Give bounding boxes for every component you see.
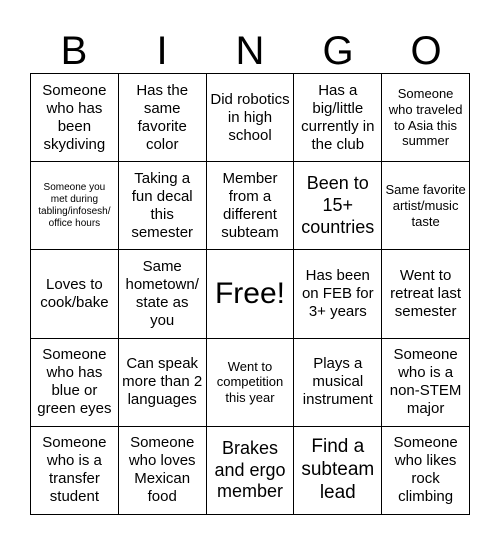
cell-text: Someone who is a transfer student [42,434,107,506]
cell-text: Someone who is a non-STEM major [389,346,462,418]
bingo-cell-r5c1[interactable] [31,427,119,515]
cell-text: Can speak more than 2 languages [122,355,203,409]
bingo-cell-r1c4[interactable] [294,74,382,162]
bingo-cell-r1c2[interactable] [119,74,207,162]
bingo-cell-r4c1[interactable] [31,339,119,427]
cell-text: Brakes and ergo member [214,438,286,502]
bingo-cell-r4c5[interactable] [382,339,470,427]
cell-text: Loves to cook/bake [40,275,109,311]
cell-text: Someone who likes rock climbing [393,434,458,506]
cell-text: Same hometown/ state as you [125,257,199,329]
bingo-cell-r1c5[interactable] [382,74,470,162]
bingo-cell-r1c1[interactable] [31,74,119,162]
header-letter-i: I [156,29,168,73]
cell-text: Someone who has blue or green eyes [37,346,112,418]
cell-text: Someone who loves Mexican food [128,434,196,506]
bingo-board [30,73,470,515]
bingo-cell-r2c4[interactable] [294,162,382,250]
cell-text: Find a subteam lead [301,436,375,503]
cell-text: Free! [214,276,285,310]
bingo-cell-r3c2[interactable] [119,250,207,338]
cell-text: Went to competition this year [216,358,284,405]
bingo-cell-r2c3[interactable] [207,162,295,250]
cell-text: Been to 15+ countries [301,173,375,237]
cell-text: Someone who has been skydiving [42,81,107,153]
cell-text: Went to retreat last semester [390,266,462,320]
cell-text: Has the same favorite color [136,81,189,153]
header-letter-o: O [410,29,442,73]
bingo-cell-r3c1[interactable] [31,250,119,338]
bingo-cell-r5c2[interactable] [119,427,207,515]
cell-text: Someone you met during tabling/infosesh/ office hours [38,181,111,229]
bingo-cell-r4c4[interactable] [294,339,382,427]
header-letter-b: B [60,29,88,73]
cell-text: Same favorite artist/music taste [385,182,466,229]
bingo-cell-r1c3[interactable] [207,74,295,162]
bingo-cell-r4c3[interactable] [207,339,295,427]
bingo-cell-r2c1[interactable] [31,162,119,250]
cell-text: Member from a different subteam [221,169,279,241]
bingo-cell-r2c2[interactable] [119,162,207,250]
cell-text: Someone who traveled to Asia this summer [388,86,463,149]
header-letter-g: G [322,29,354,73]
cell-text: Has a big/little currently in the club [301,81,375,153]
header-letter-n: N [235,29,265,73]
bingo-cell-free-space[interactable] [207,250,295,338]
bingo-cell-r5c3[interactable] [207,427,295,515]
bingo-cell-r5c4[interactable] [294,427,382,515]
bingo-header [30,30,470,72]
cell-text: Has been on FEB for 3+ years [301,266,374,320]
bingo-cell-r3c5[interactable] [382,250,470,338]
cell-text: Plays a musical instrument [302,355,373,409]
cell-text: Taking a fun decal this semester [131,169,194,241]
bingo-cell-r5c5[interactable] [382,427,470,515]
cell-text: Did robotics in high school [210,90,290,144]
bingo-cell-r3c4[interactable] [294,250,382,338]
bingo-cell-r2c5[interactable] [382,162,470,250]
bingo-cell-r4c2[interactable] [119,339,207,427]
